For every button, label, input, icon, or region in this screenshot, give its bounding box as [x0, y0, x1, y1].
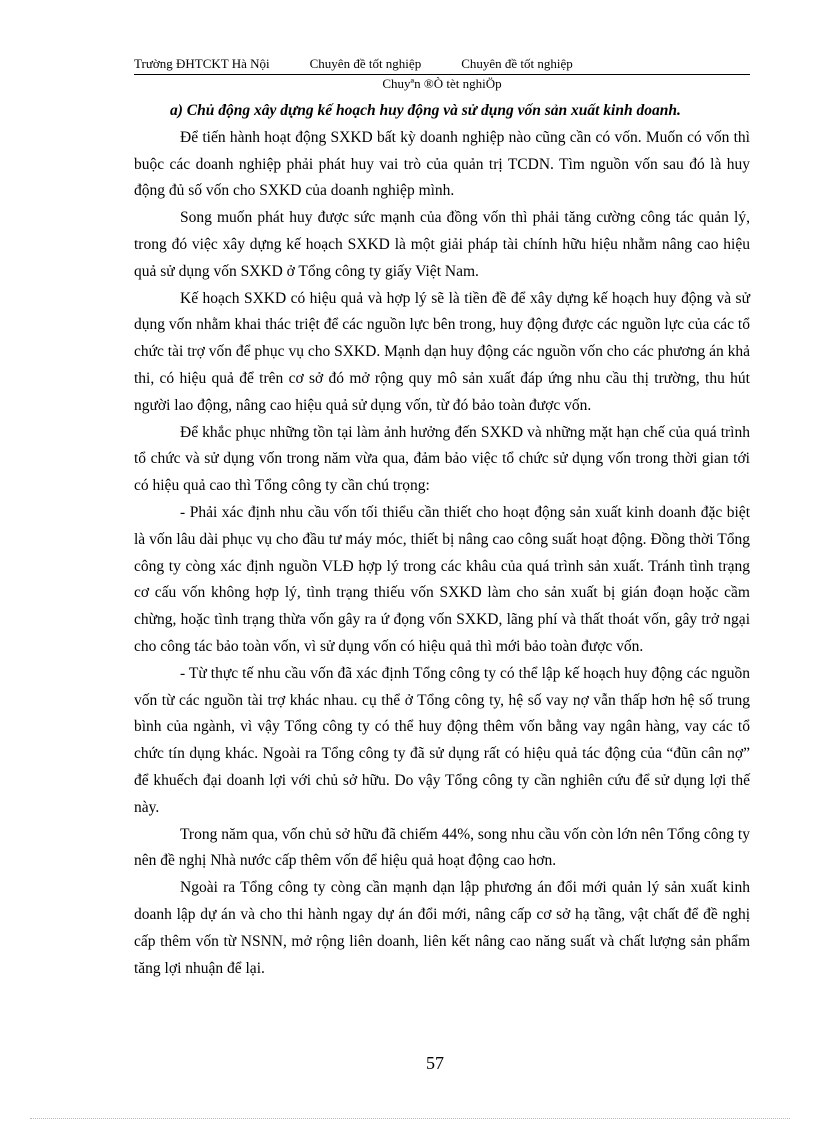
- header-line: [134, 56, 750, 72]
- paragraph-2: Song muốn phát huy được sức mạnh của đồng vốn thì phải tăng cường công tác quản lý, trong đó việc xây dựng kế hoạch SXKD là một giải pháp tài chính hữu hiệu nhằm nâng cao hiệu quả sử dụng vốn SXKD ở Tổng công ty giấy Việt Nam.: [134, 209, 750, 280]
- document-body: [134, 98, 750, 982]
- header-topic-1: Chuyên đề tốt nghiệp: [309, 56, 422, 71]
- header-rule: [134, 74, 750, 75]
- header-topic-2: Chuyên đề tốt nghiệp: [461, 56, 573, 71]
- header-school: Trường ĐHTCKT Hà Nội: [134, 56, 270, 71]
- paragraph-7: Trong năm qua, vốn chủ sở hữu đã chiếm 44%, song nhu cầu vốn còn lớn nên Tổng công ty nên đề nghị Nhà nước cấp thêm vốn để hiệu quả hoạt động cao hơn.: [134, 825, 750, 870]
- page-header: [134, 56, 750, 72]
- paragraph-5: - Phải xác định nhu cầu vốn tối thiểu cần thiết cho hoạt động sản xuất kinh doanh đặc biệt là vốn lâu dài phục vụ cho đầu tư máy móc, thiết bị nâng cao công suất hoạt động. Đồng thời Tổng công ty còng xác định nguồn VLĐ hợp lý trong các khâu của quá trình sản xuất. Tránh tình trạng cơ cấu vốn không hợp lý, tình trạng thiếu vốn SXKD làm cho sản xuất bị gián đoạn hoặc cầm chừng, hoặc tình trạng thừa vốn gây ra ứ đọng vốn SXKD, lãng phí và thất thoát vốn, gây trở ngại cho công tác bảo toàn vốn, vì sử dụng vốn có hiệu quả thì mới bảo toàn được vốn.: [134, 503, 750, 655]
- paragraph-8: Ngoài ra Tổng công ty còng cần mạnh dạn lập phương án đổi mới quản lý sản xuất kinh doanh lập dự án và cho thi hành ngay dự án đổi mới, nâng cấp cơ sở hạ tầng, vật chất để đề nghị cấp thêm vốn từ NSNN, mở rộng liên doanh, liên kết nâng cao năng suất và chất lượng sản phẩm tăng lợi nhuận để lại.: [134, 879, 750, 977]
- paragraph-1: Để tiến hành hoạt động SXKD bất kỳ doanh nghiệp nào cũng cần có vốn. Muốn có vốn thì buộc các doanh nghiệp phải phát huy vai trò của quản trị TCDN. Tìm nguồn vốn sau đó là huy động đủ số vốn cho SXKD của doanh nghiệp mình.: [134, 128, 750, 200]
- paragraph-3: Kế hoạch SXKD có hiệu quả và hợp lý sẽ là tiền đề để xây dựng kế hoạch huy động và sử dụng vốn nhằm khai thác triệt để các nguồn lực bên trong, huy động được các nguồn lực của các tổ chức tài trợ vốn để phục vụ cho SXKD. Mạnh dạn huy động các nguồn vốn cho các phương án khả thi, có hiệu quả để trên cơ sở đó mở rộng quy mô sản xuất đáp ứng nhu cầu thị trường, thu hút người lao động, nâng cao hiệu quả sử dụng vốn, từ đó bảo toàn được vốn.: [134, 289, 750, 414]
- paragraph-4: Để khắc phục những tồn tại làm ảnh hưởng đến SXKD và những mặt hạn chế của quá trình tổ chức và sử dụng vốn trong năm vừa qua, đảm bảo việc tổ chức sử dụng vốn trong thời gian tới có hiệu quả cao thì Tổng công ty cần chú trọng:: [134, 423, 750, 495]
- footer-divider: [30, 1118, 790, 1119]
- paragraph-6: - Từ thực tế nhu cầu vốn đã xác định Tổng công ty có thể lập kế hoạch huy động các nguồn vốn từ các nguồn tài trợ khác nhau. cụ thể ở Tổng công ty, hệ số vay nợ vẫn thấp hơn hệ số trung bình của ngành, vì vậy Tổng công ty có thể huy động thêm vốn bằng vay ngân hàng, vay các tổ chức tín dụng khác. Ngoài ra Tổng công ty đã sử dụng rất có hiệu quả tác động của “đũn cân nợ” để khuếch đại doanh lợi với chủ sở hữu. Do vậy Tổng công ty cần nghiên cứu để sử dụng lợi thế này.: [134, 664, 750, 816]
- page-number: 57: [426, 1053, 444, 1073]
- section-heading: a) Chủ động xây dựng kế hoạch huy động và sử dụng vốn sản xuất kinh doanh.: [170, 102, 681, 119]
- header-topic-encoded: Chuyªn ®Ò tèt nghiÖp: [382, 76, 502, 91]
